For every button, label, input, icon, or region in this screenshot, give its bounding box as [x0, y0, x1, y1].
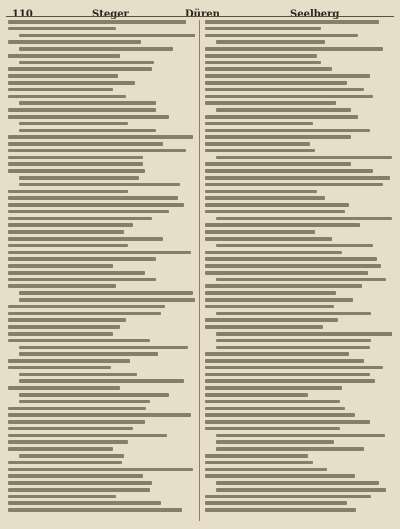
- illegible-text-line: [205, 95, 373, 99]
- illegible-text-line: [8, 325, 120, 329]
- illegible-text-line: [8, 461, 122, 465]
- illegible-text-line: [205, 122, 313, 126]
- illegible-text-line: [205, 373, 370, 377]
- illegible-text-line: [8, 501, 161, 505]
- illegible-text-line: [8, 223, 133, 227]
- illegible-text-line: [205, 169, 373, 173]
- illegible-text-line: [8, 95, 126, 99]
- illegible-text-line: [8, 278, 156, 282]
- illegible-text-line: [205, 284, 362, 288]
- illegible-text-line: [8, 169, 145, 173]
- illegible-text-line: [205, 47, 383, 51]
- illegible-text-line: [19, 176, 139, 180]
- illegible-text-line: [8, 74, 118, 78]
- illegible-text-line: [205, 468, 327, 472]
- illegible-text-line: [8, 271, 145, 275]
- illegible-text-line: [8, 366, 111, 370]
- illegible-text-line: [205, 413, 355, 417]
- illegible-text-line: [8, 237, 163, 241]
- illegible-text-line: [8, 156, 143, 160]
- illegible-text-line: [205, 508, 356, 512]
- directory-columns: [8, 20, 392, 521]
- illegible-text-line: [19, 298, 195, 302]
- illegible-text-line: [8, 359, 130, 363]
- illegible-text-line: [205, 386, 342, 390]
- illegible-text-line: [205, 210, 345, 214]
- illegible-text-line: [8, 27, 116, 31]
- illegible-text-line: [8, 217, 152, 221]
- illegible-text-line: [19, 400, 150, 404]
- illegible-text-line: [19, 129, 156, 133]
- illegible-text-line: [8, 312, 161, 316]
- illegible-text-line: [8, 318, 126, 322]
- illegible-text-line: [19, 47, 172, 51]
- illegible-text-line: [205, 474, 355, 478]
- illegible-text-line: [8, 251, 191, 255]
- illegible-text-line: [8, 230, 124, 234]
- illegible-text-line: [8, 488, 150, 492]
- center-running-head: Düren: [185, 9, 220, 20]
- illegible-text-line: [205, 318, 338, 322]
- illegible-text-line: [8, 495, 116, 499]
- illegible-text-line: [19, 454, 124, 458]
- illegible-text-line: [8, 386, 120, 390]
- page-number: 110: [12, 9, 33, 20]
- illegible-text-line: [205, 461, 313, 465]
- illegible-text-line: [8, 81, 135, 85]
- illegible-text-line: [8, 203, 184, 207]
- illegible-text-line: [205, 454, 308, 458]
- illegible-text-line: [8, 305, 165, 309]
- right-column-text-lines: [205, 20, 392, 521]
- illegible-text-line: [205, 115, 358, 119]
- illegible-text-line: [216, 40, 324, 44]
- illegible-text-line: [205, 366, 383, 370]
- illegible-text-line: [19, 373, 137, 377]
- header-rule: [6, 16, 394, 17]
- illegible-text-line: [205, 352, 349, 356]
- illegible-text-line: [19, 379, 184, 383]
- illegible-text-line: [205, 101, 336, 105]
- illegible-text-line: [205, 495, 371, 499]
- illegible-text-line: [8, 440, 128, 444]
- illegible-text-line: [8, 67, 152, 71]
- illegible-text-line: [216, 312, 371, 316]
- illegible-text-line: [205, 501, 347, 505]
- illegible-text-line: [205, 129, 370, 133]
- illegible-text-line: [205, 183, 383, 187]
- illegible-text-line: [205, 359, 364, 363]
- illegible-text-line: [205, 251, 342, 255]
- illegible-text-line: [205, 61, 321, 65]
- illegible-text-line: [8, 40, 141, 44]
- illegible-text-line: [205, 325, 323, 329]
- illegible-text-line: [19, 183, 180, 187]
- illegible-text-line: [8, 257, 156, 261]
- illegible-text-line: [205, 237, 332, 241]
- illegible-text-line: [8, 244, 128, 248]
- illegible-text-line: [205, 88, 364, 92]
- illegible-text-line: [8, 413, 191, 417]
- illegible-text-line: [205, 34, 358, 38]
- illegible-text-line: [205, 257, 377, 261]
- illegible-text-line: [8, 332, 113, 336]
- illegible-text-line: [8, 420, 145, 424]
- illegible-text-line: [205, 27, 321, 31]
- illegible-text-line: [8, 20, 186, 24]
- illegible-text-line: [8, 108, 156, 112]
- illegible-text-line: [205, 264, 381, 268]
- illegible-text-line: [8, 190, 128, 194]
- illegible-text-line: [216, 244, 373, 248]
- illegible-text-line: [205, 67, 332, 71]
- illegible-text-line: [205, 176, 390, 180]
- illegible-text-line: [19, 393, 169, 397]
- illegible-text-line: [205, 230, 315, 234]
- illegible-text-line: [205, 400, 340, 404]
- illegible-text-line: [205, 203, 349, 207]
- illegible-text-line: [8, 162, 143, 166]
- illegible-text-line: [8, 434, 167, 438]
- illegible-text-line: [19, 346, 187, 350]
- illegible-text-line: [8, 427, 133, 431]
- illegible-text-line: [216, 278, 386, 282]
- illegible-text-line: [19, 352, 157, 356]
- right-running-head: Seelberg: [290, 9, 340, 20]
- illegible-text-line: [216, 156, 392, 160]
- illegible-text-line: [8, 407, 146, 411]
- illegible-text-line: [205, 196, 325, 200]
- illegible-text-line: [216, 346, 369, 350]
- illegible-text-line: [216, 440, 334, 444]
- illegible-text-line: [8, 481, 152, 485]
- illegible-text-line: [8, 54, 120, 58]
- illegible-text-line: [216, 481, 379, 485]
- illegible-text-line: [205, 20, 379, 24]
- illegible-text-line: [205, 298, 353, 302]
- illegible-text-line: [205, 223, 360, 227]
- illegible-text-line: [19, 61, 154, 65]
- illegible-text-line: [216, 488, 386, 492]
- illegible-text-line: [8, 284, 116, 288]
- illegible-text-line: [205, 149, 315, 153]
- illegible-text-line: [205, 135, 351, 139]
- illegible-text-line: [216, 217, 392, 221]
- illegible-text-line: [19, 101, 156, 105]
- illegible-text-line: [8, 135, 193, 139]
- illegible-text-line: [8, 508, 182, 512]
- illegible-text-line: [216, 332, 392, 336]
- illegible-text-line: [8, 210, 169, 214]
- left-running-head: Steger: [92, 9, 129, 20]
- illegible-text-line: [205, 54, 317, 58]
- illegible-text-line: [205, 190, 317, 194]
- left-column: [8, 20, 195, 521]
- illegible-text-line: [205, 74, 370, 78]
- illegible-text-line: [8, 447, 113, 451]
- right-column: [205, 20, 392, 521]
- illegible-text-line: [8, 264, 113, 268]
- left-column-text-lines: [8, 20, 195, 521]
- illegible-text-line: [205, 271, 368, 275]
- illegible-text-line: [205, 291, 336, 295]
- illegible-text-line: [19, 122, 127, 126]
- illegible-text-line: [19, 34, 195, 38]
- illegible-text-line: [8, 468, 193, 472]
- illegible-text-line: [205, 162, 351, 166]
- illegible-text-line: [8, 142, 163, 146]
- illegible-text-line: [205, 427, 340, 431]
- illegible-text-line: [205, 142, 310, 146]
- column-divider: [199, 20, 200, 521]
- illegible-text-line: [205, 305, 334, 309]
- illegible-text-line: [205, 407, 345, 411]
- illegible-text-line: [19, 291, 193, 295]
- illegible-text-line: [216, 434, 384, 438]
- illegible-text-line: [8, 474, 143, 478]
- illegible-text-line: [205, 81, 347, 85]
- illegible-text-line: [205, 420, 370, 424]
- illegible-text-line: [216, 108, 351, 112]
- illegible-text-line: [216, 447, 364, 451]
- illegible-text-line: [8, 196, 178, 200]
- illegible-text-line: [8, 149, 186, 153]
- illegible-text-line: [8, 339, 150, 343]
- illegible-text-line: [205, 393, 308, 397]
- illegible-text-line: [205, 379, 375, 383]
- illegible-text-line: [8, 115, 169, 119]
- illegible-text-line: [216, 339, 371, 343]
- illegible-text-line: [8, 88, 113, 92]
